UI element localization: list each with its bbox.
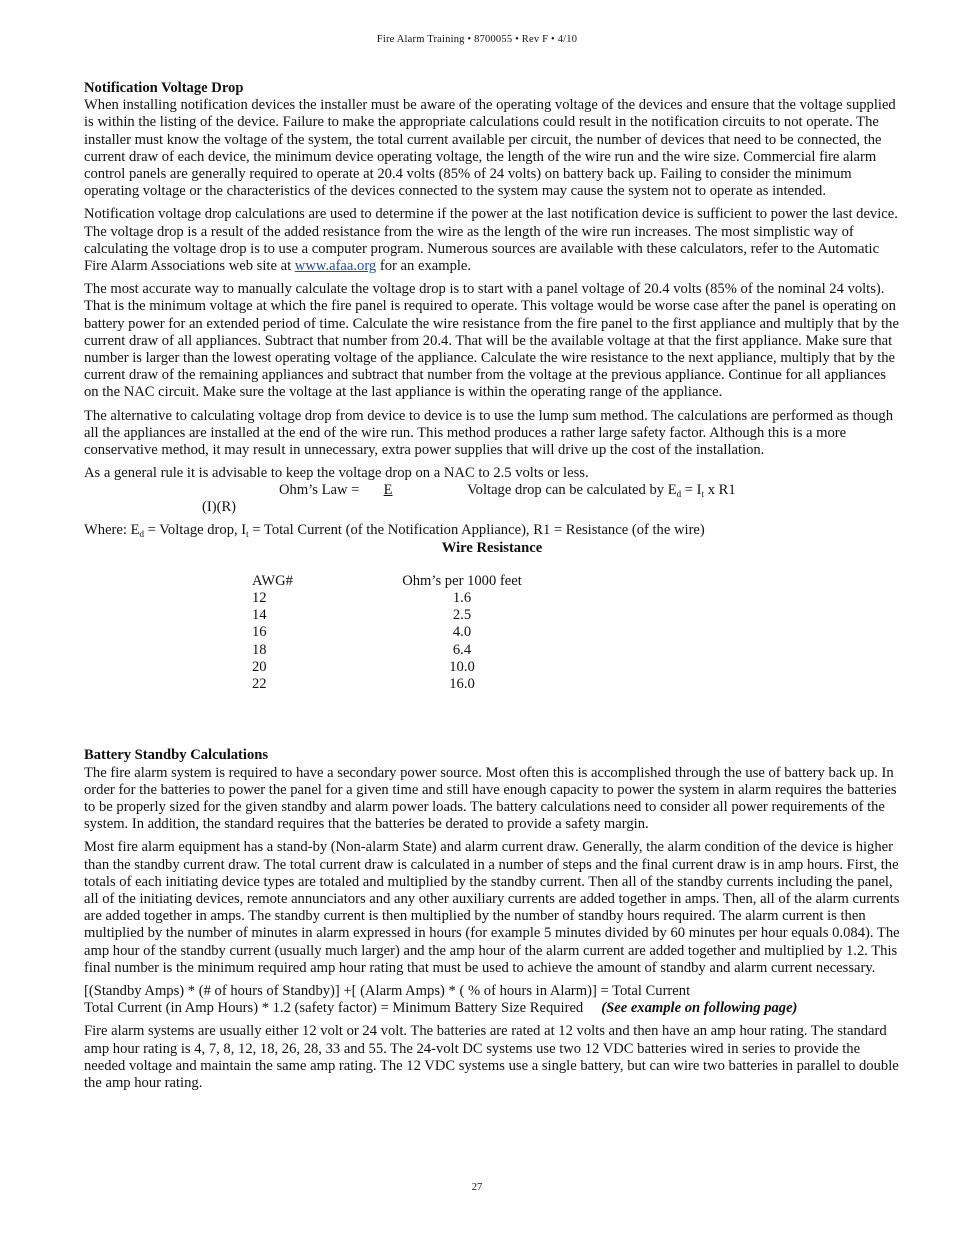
where-text: = Voltage drop, I [144, 522, 247, 539]
ohms-law-denominator-row [84, 499, 900, 516]
table-row [252, 607, 552, 624]
paragraph: The fire alarm system is required to have a secondary power source. Most often this is accomplished through the use of battery back up. In order for the batteries to power the panel for a given time and still have enough capacity to power the system in alarm requires the batteries to be properly sized for the given standby and alarm power loads. The battery calculations need to consider all power requirements of the system. In addition, the standard requires that the batteries be derated to provide a safety margin. [84, 764, 897, 833]
ohms-cell: 1.6 [452, 590, 472, 607]
table-row [252, 642, 552, 659]
formula-text: x R1 [704, 482, 736, 499]
table-row [252, 590, 552, 607]
page-content [84, 80, 900, 1098]
awg-cell: 20 [252, 658, 267, 675]
awg-cell: 22 [252, 676, 267, 693]
subscript: t [701, 489, 705, 500]
section-title-voltage-drop: Notification Voltage Drop [84, 80, 244, 96]
wire-resistance-table [252, 573, 552, 693]
example-note: (See example on following page) [601, 1000, 798, 1017]
subscript: d [139, 529, 145, 540]
formula-text: = I [681, 482, 702, 499]
subscript: t [246, 529, 249, 540]
awg-cell: 18 [252, 641, 267, 658]
where-text: = Total Current (of the Notification Appliance), R1 = Resistance (of the wire) [248, 522, 705, 539]
formula-line [84, 1000, 900, 1017]
awg-cell: 16 [252, 624, 267, 641]
paragraph: The most accurate way to manually calculate the voltage drop is to start with a panel voltage of 20.4 volts (85% of the nominal 24 volts). That is the minimum voltage at which the fire panel is required to operate. This voltage would be worse case after the panel is operating on battery power for an extended period of time. Calculate the wire resistance from the fire panel to the first appliance and multiply that by the current draw of all appliances. Subtract that number from 20.4. That will be the available voltage at that the first appliance. Make sure that number is larger than the lowest operating voltage of the appliance. Calculate the wire resistance to the next appliance, multiply that by the current draw of the remaining appliances and subtract that number from the voltage at the previous appliance. Continue for all appliances on the NAC circuit. Make sure the voltage at the last appliance is within the operating range of the appliance. [84, 281, 899, 401]
ohms-cell: 4.0 [452, 624, 472, 641]
paragraph [84, 206, 900, 275]
page-number: 27 [471, 1182, 483, 1193]
where-text: Where: E [84, 522, 140, 539]
ohms-law-denominator: (I)(R) [202, 499, 237, 516]
paragraph: Most fire alarm equipment has a stand-by (Non-alarm State) and alarm current draw. Generally, the alarm condition of the device is higher than the standby current draw. The total current draw is calculated in a number of steps and the final current draw is in amp hours. First, the totals of each initiating device types are totaled and multiplied by the standby current. Then all of the standby currents including the panel, all of the initiating devices, remote annunciators and any other auxiliary currents are added together in amps. Then, all of the alarm currents are added together in amps. The standby current is then multiplied by the number of standby hours required. The alarm current is then multiplied by the number of minutes in alarm expressed in hours (for example 5 minutes divided by 60 minutes per hour equals 0.084). The amp hour of the standby current (usually much larger) and the amp hour of the alarm current are added together and multiplied by 1.2. This final number is the minimum required amp hour rating that must be used to achieve the amount of standby and alarm current necessary. [84, 839, 900, 976]
ohms-law-row [84, 482, 900, 499]
section-title-battery: Battery Standby Calculations [84, 747, 269, 764]
col-header-ohms: Ohm’s per 1000 feet [402, 572, 522, 589]
table-row [252, 676, 552, 693]
spacer [84, 693, 900, 747]
paragraph: Fire alarm systems are usually either 12 volt or 24 volt. The batteries are rated at 12 volts and then have an amp hour rating. The standard amp hour rating is 4, 7, 8, 12, 18, 26, 28, 33 and 55. The 24-volt DC systems use two 12 VDC batteries wired in series to provide the needed voltage and maintain the same amp rating. The 12 VDC systems use a single battery, but can wire two batteries in parallel to double the amp hour rating. [84, 1023, 899, 1091]
ohms-law-numerator: E [383, 482, 393, 499]
ohms-law-label [279, 482, 413, 499]
ohms-cell: 16.0 [449, 676, 475, 693]
awg-cell: 14 [252, 607, 267, 624]
col-header-awg: AWG# [252, 572, 293, 589]
formula-text: Voltage drop can be calculated by E [467, 482, 677, 499]
formula-line: [(Standby Amps) * (# of hours of Standby)] +[ (Alarm Amps) * ( % of hours in Alarm)] = Total Current [84, 982, 691, 999]
formula-text: Total Current (in Amp Hours) * 1.2 (safety factor) = Minimum Battery Size Required [84, 1000, 584, 1017]
paragraph: When installing notification devices the installer must be aware of the operating voltage of the devices and ensure that the voltage supplied is within the listing of the device. Failure to make the appropriate calculations could result in the notification circuits to not operate. The installer must know the voltage of the system, the total current available per circuit, the number of devices that need to be connected, the current draw of each device, the minimum device operating voltage, the length of the wire run and the wire size. Commercial fire alarm control panels are generally required to operate at 20.4 volts (85% of 24 volts) on battery back up. Failing to consider the minimum operating voltage or the characteristics of the devices connected to the system may cause the system not to operate as intended. [84, 97, 896, 200]
paragraph-text: for an example. [376, 258, 472, 275]
ohms-cell: 6.4 [452, 641, 472, 658]
awg-cell: 12 [252, 590, 267, 607]
table-body [252, 590, 552, 693]
ohms-cell: 10.0 [449, 658, 475, 675]
paragraph: The alternative to calculating voltage drop from device to device is to use the lump sum method. The calculations are performed as though all the appliances are installed at the end of the wire run. This method produces a rather large safety factor. Although this is a more conservative method, it may result in unnecessary, extra power supplies that will drive up the cost of the installation. [84, 407, 894, 459]
table-row [252, 624, 552, 641]
page-header: Fire Alarm Training • 8700055 • Rev F • 4/10 [376, 34, 578, 45]
voltage-drop-formula [467, 482, 736, 499]
wire-resistance-title: Wire Resistance [441, 539, 543, 556]
ohms-cell: 2.5 [452, 607, 472, 624]
paragraph-text: Notification voltage drop calculations are used to determine if the power at the last notification device is sufficient to power the last device. The voltage drop is a result of the added resistance from the wire as the length of the wire run increases. The most simplistic way of calculating the voltage drop is to use a computer program. Numerous sources are available with these calculators, refer to the Automatic Fire Alarm Associations web site at [84, 206, 898, 275]
table-header-row [252, 573, 552, 590]
where-definition [84, 522, 900, 539]
table-row [252, 659, 552, 676]
afaa-link[interactable]: www.afaa.org [294, 258, 377, 275]
paragraph: As a general rule it is advisable to keep the voltage drop on a NAC to 2.5 volts or less. [84, 465, 589, 482]
subscript: d [676, 489, 682, 500]
ohms-law-label-text: Ohm’s Law = [279, 482, 360, 499]
